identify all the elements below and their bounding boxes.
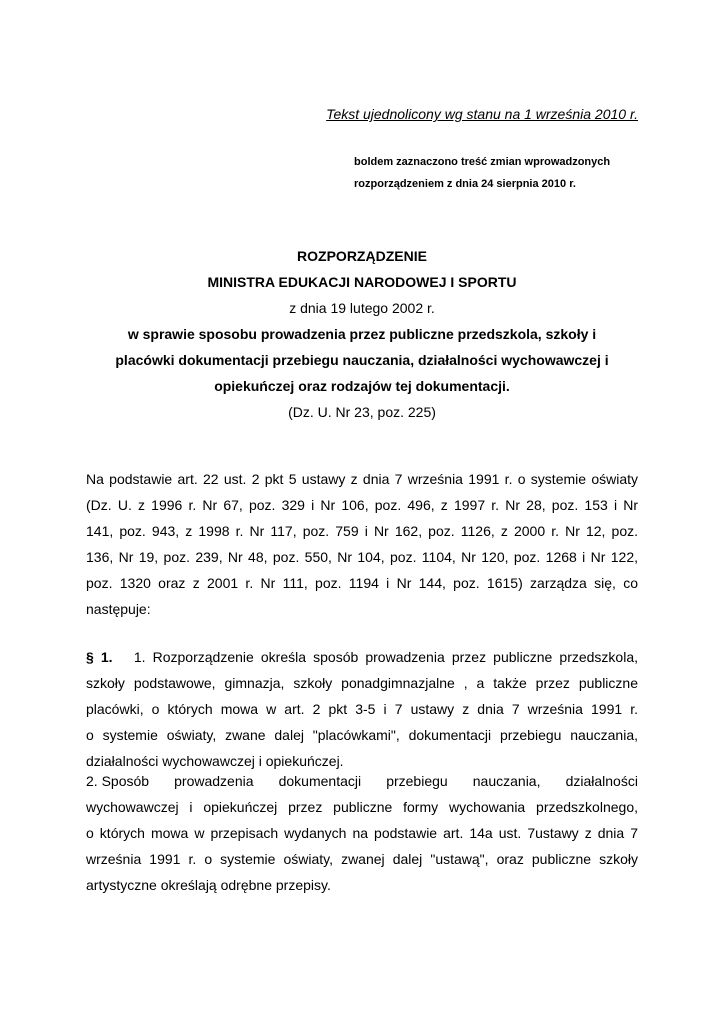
section-mark: § 1.	[86, 649, 113, 665]
section-1-first-line	[86, 644, 638, 670]
regulation-subject-line-1: w sprawie sposobu prowadzenia przez publiczne przedszkola, szkoły i	[127, 326, 597, 342]
point-2-first-line	[86, 768, 638, 794]
point-1-line: o systemie oświaty, zwane dalej "placówkami", dokumentacji przebiegu nauczania,	[86, 727, 638, 743]
regulation-heading: ROZPORZĄDZENIE	[297, 248, 427, 264]
point-2-word: nauczania,	[472, 773, 541, 789]
point-2-word: przebiegu	[386, 773, 448, 789]
legal-basis-paragraph	[86, 466, 638, 622]
regulation-subject-line-2: placówki dokumentacji przebiegu nauczania, działalności wychowawczej i	[115, 352, 609, 368]
regulation-title-block	[86, 243, 638, 425]
consolidated-text-status: Tekst ujednolicony wg stanu na 1 września 2010 r.	[326, 106, 638, 122]
issuing-authority: MINISTRA EDUKACJI NARODOWEJ I SPORTU	[207, 274, 517, 290]
section-1-point-2	[86, 768, 638, 898]
section-1-point-1	[86, 644, 638, 774]
point-2-word: dokumentacji	[278, 773, 362, 789]
point-1-line: szkoły podstawowe, gimnazja, szkoły ponadgimnazjalne , a także przez publiczne	[86, 675, 638, 691]
legal-basis-line: poz. 1320 oraz z 2001 r. Nr 111, poz. 1194 i Nr 144, poz. 1615) zarządza się, co	[86, 575, 638, 591]
point-1-first-line-text: 1. Rozporządzenie określa sposób prowadzenia przez publiczne przedszkola,	[133, 649, 638, 665]
amendment-note-line-2: rozporządzeniem z dnia 24 sierpnia 2010 r.	[354, 178, 576, 190]
journal-reference: (Dz. U. Nr 23, poz. 225)	[288, 404, 436, 420]
point-2-line: wychowawczej i opiekuńczej przez publiczne formy wychowania przedszkolnego,	[86, 799, 638, 815]
point-2-line: o których mowa w przepisach wydanych na podstawie art. 14a ust. 7ustawy z dnia 7	[86, 825, 638, 841]
legal-basis-line: 141, poz. 943, z 1998 r. Nr 117, poz. 759 i Nr 162, poz. 1126, z 2000 r. Nr 12, poz.	[86, 523, 638, 539]
regulation-subject-line-3: opiekuńczej oraz rodzajów tej dokumentacji.	[214, 378, 510, 394]
point-1-line: działalności wychowawczej i opiekuńczej.	[86, 753, 344, 769]
point-2-word: prowadzenia	[174, 773, 254, 789]
point-1-line: placówki, o których mowa w art. 2 pkt 3-5 i 7 ustawy z dnia 7 września 1991 r.	[86, 701, 638, 717]
legal-basis-line: Na podstawie art. 22 ust. 2 pkt 5 ustawy z dnia 7 września 1991 r. o systemie oświaty	[86, 471, 638, 487]
point-2-word: 2. Sposób	[86, 773, 150, 789]
legal-basis-line: (Dz. U. z 1996 r. Nr 67, poz. 329 i Nr 106, poz. 496, z 1997 r. Nr 28, poz. 153 i Nr	[86, 497, 638, 513]
point-2-line: września 1991 r. o systemie oświaty, zwanej dalej "ustawą", oraz publiczne szkoły	[86, 851, 638, 867]
legal-basis-line: następuje:	[86, 601, 151, 617]
point-2-word: działalności	[565, 773, 638, 789]
regulation-date: z dnia 19 lutego 2002 r.	[289, 300, 435, 316]
amendment-note-line-1: boldem zaznaczono treść zmian wprowadzonych	[354, 156, 611, 168]
point-2-line: artystyczne określają odrębne przepisy.	[86, 877, 331, 893]
legal-basis-line: 136, Nr 19, poz. 239, Nr 48, poz. 550, Nr 104, poz. 1104, Nr 120, poz. 1268 i Nr 122,	[86, 549, 638, 565]
